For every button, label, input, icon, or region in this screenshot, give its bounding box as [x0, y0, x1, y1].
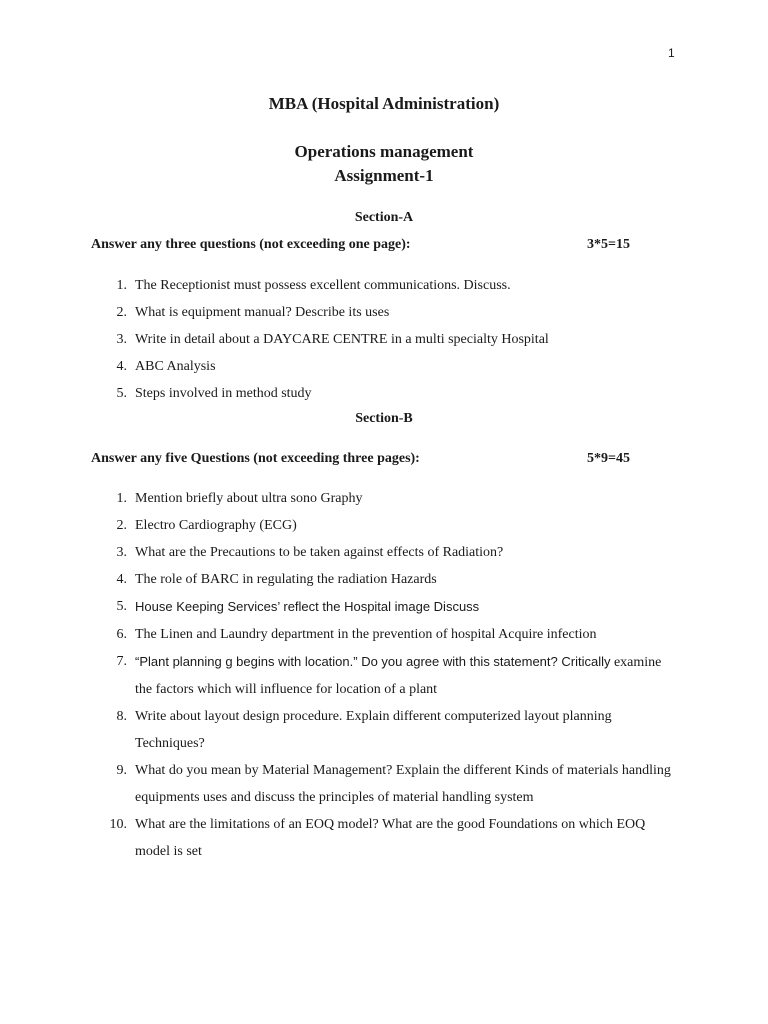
- question-number: 4.: [116, 572, 127, 587]
- question-number: 3.: [116, 332, 127, 347]
- question-text: What do you mean by Material Management? Explain the different Kinds of materials handling equipments uses and discuss the principles of material handling system: [135, 763, 671, 805]
- question-number: 4.: [116, 359, 127, 374]
- assignment-title: Assignment-1: [334, 166, 434, 185]
- question-number: 1.: [116, 491, 127, 506]
- list-item: [0, 593, 675, 621]
- question-number: 2.: [116, 518, 127, 533]
- question-text: House Keeping Services’ reflect the Hospital image Discuss: [135, 599, 480, 614]
- question-text: What are the limitations of an EOQ model? What are the good Foundations on which EOQ model is set: [135, 817, 646, 859]
- list-item: [0, 539, 675, 566]
- question-text: Electro Cardiography (ECG): [135, 518, 297, 533]
- list-item: [0, 512, 675, 539]
- question-text: The Linen and Laundry department in the prevention of hospital Acquire infection: [135, 627, 597, 642]
- question-text-part-2: examine the factors which will influence for location of a plant: [135, 655, 662, 697]
- question-number: 2.: [116, 305, 127, 320]
- question-text: The Receptionist must possess excellent communications. Discuss.: [135, 278, 511, 293]
- section-a-question-list: [0, 272, 675, 407]
- question-text: Steps involved in method study: [135, 386, 312, 401]
- list-item: [0, 380, 675, 407]
- question-text: ABC Analysis: [135, 359, 216, 374]
- question-text: What is equipment manual? Describe its uses: [135, 305, 390, 320]
- subject-title: Operations management: [294, 142, 474, 161]
- question-text: The role of BARC in regulating the radiation Hazards: [135, 572, 437, 587]
- question-number: 9.: [116, 763, 127, 778]
- list-item: [0, 703, 675, 757]
- question-text-part-1: “Plant planning g begins with location.” Do you agree with this statement? Critically: [135, 654, 611, 669]
- question-text: What are the Precautions to be taken against effects of Radiation?: [135, 545, 504, 560]
- question-number: 3.: [116, 545, 127, 560]
- question-number: 1.: [116, 278, 127, 293]
- question-text: Write about layout design procedure. Explain different computerized layout planning Techniques?: [135, 709, 612, 751]
- list-item: [0, 272, 675, 299]
- question-number: 6.: [116, 627, 127, 642]
- question-number: 8.: [116, 709, 127, 724]
- list-item: [0, 648, 675, 703]
- list-item: [0, 353, 675, 380]
- list-item: [0, 326, 675, 353]
- section-b-question-list: [0, 485, 675, 865]
- section-b-marks: 5*9=45: [587, 451, 630, 466]
- list-item: [0, 299, 675, 326]
- program-title: MBA (Hospital Administration): [268, 94, 500, 113]
- page-number: 1: [668, 46, 675, 60]
- question-text: Write in detail about a DAYCARE CENTRE in a multi specialty Hospital: [135, 332, 549, 347]
- question-number: 5.: [116, 386, 127, 401]
- question-text: Mention briefly about ultra sono Graphy: [135, 491, 363, 506]
- list-item: [0, 811, 675, 865]
- section-b-instruction: Answer any five Questions (not exceeding three pages):: [91, 451, 420, 466]
- question-number: 10.: [109, 817, 127, 832]
- section-a-heading: Section-A: [354, 210, 414, 225]
- question-number: 5.: [116, 599, 127, 614]
- section-a-instruction: Answer any three questions (not exceeding one page):: [91, 237, 411, 252]
- section-a-marks: 3*5=15: [587, 237, 630, 252]
- list-item: [0, 566, 675, 593]
- list-item: [0, 621, 675, 648]
- list-item: [0, 757, 675, 811]
- question-number: 7.: [116, 654, 127, 669]
- list-item: [0, 485, 675, 512]
- section-b-heading: Section-B: [355, 411, 413, 426]
